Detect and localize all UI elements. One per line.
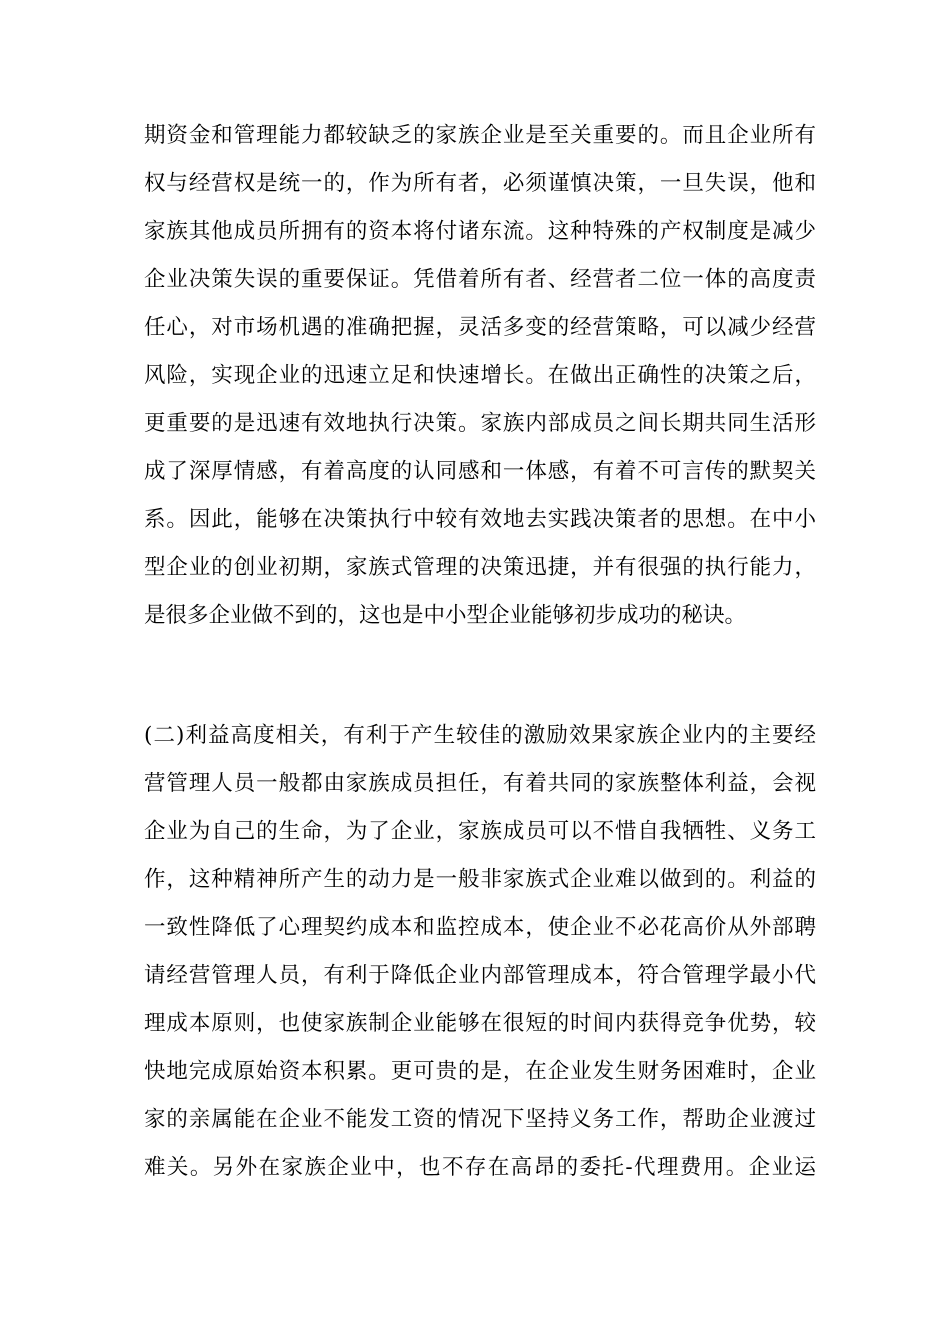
text-line: 风险，实现企业的迅速立足和快速增长。在做出正确性的决策之后，	[144, 363, 816, 388]
text-line: 成了深厚情感，有着高度的认同感和一体感，有着不可言传的默契关	[144, 459, 816, 484]
text-line: 期资金和管理能力都较缺乏的家族企业是至关重要的。而且企业所有	[144, 123, 816, 148]
text-line: 作，这种精神所产生的动力是一般非家族式企业难以做到的。利益的	[144, 867, 816, 892]
text-line: 系。因此，能够在决策执行中较有效地去实践决策者的思想。在中小	[144, 507, 816, 532]
text-line: 企业决策失误的重要保证。凭借着所有者、经营者二位一体的高度责	[144, 267, 816, 292]
text-line: 家的亲属能在企业不能发工资的情况下坚持义务工作，帮助企业渡过	[144, 1107, 816, 1132]
text-line: 家族其他成员所拥有的资本将付诸东流。这种特殊的产权制度是减少	[144, 219, 816, 244]
text-line: 快地完成原始资本积累。更可贵的是，在企业发生财务困难时，企业	[144, 1059, 816, 1084]
text-line: (二)利益高度相关，有利于产生较佳的激励效果家族企业内的主要经	[144, 723, 816, 748]
text-line: 权与经营权是统一的，作为所有者，必须谨慎决策，一旦失误，他和	[144, 171, 816, 196]
text-line: 是很多企业做不到的，这也是中小型企业能够初步成功的秘诀。	[144, 603, 747, 628]
text-line: 理成本原则，也使家族制企业能够在很短的时间内获得竞争优势，较	[144, 1011, 816, 1036]
paragraph-decision-making	[144, 112, 816, 640]
text-line: 任心，对市场机遇的准确把握，灵活多变的经营策略，可以减少经营	[144, 315, 816, 340]
text-line: 更重要的是迅速有效地执行决策。家族内部成员之间长期共同生活形	[144, 411, 816, 436]
text-line: 请经营管理人员，有利于降低企业内部管理成本，符合管理学最小代	[144, 963, 816, 988]
text-line: 难关。另外在家族企业中，也不存在高昂的委托-代理费用。企业运	[144, 1155, 816, 1180]
paragraph-interest-alignment	[144, 712, 816, 1192]
text-line: 一致性降低了心理契约成本和监控成本，使企业不必花高价从外部聘	[144, 915, 816, 940]
text-line: 企业为自己的生命，为了企业，家族成员可以不惜自我牺牲、义务工	[144, 819, 816, 844]
text-line: 型企业的创业初期，家族式管理的决策迅捷，并有很强的执行能力，	[144, 555, 816, 580]
text-line: 营管理人员一般都由家族成员担任，有着共同的家族整体利益，会视	[144, 771, 816, 796]
